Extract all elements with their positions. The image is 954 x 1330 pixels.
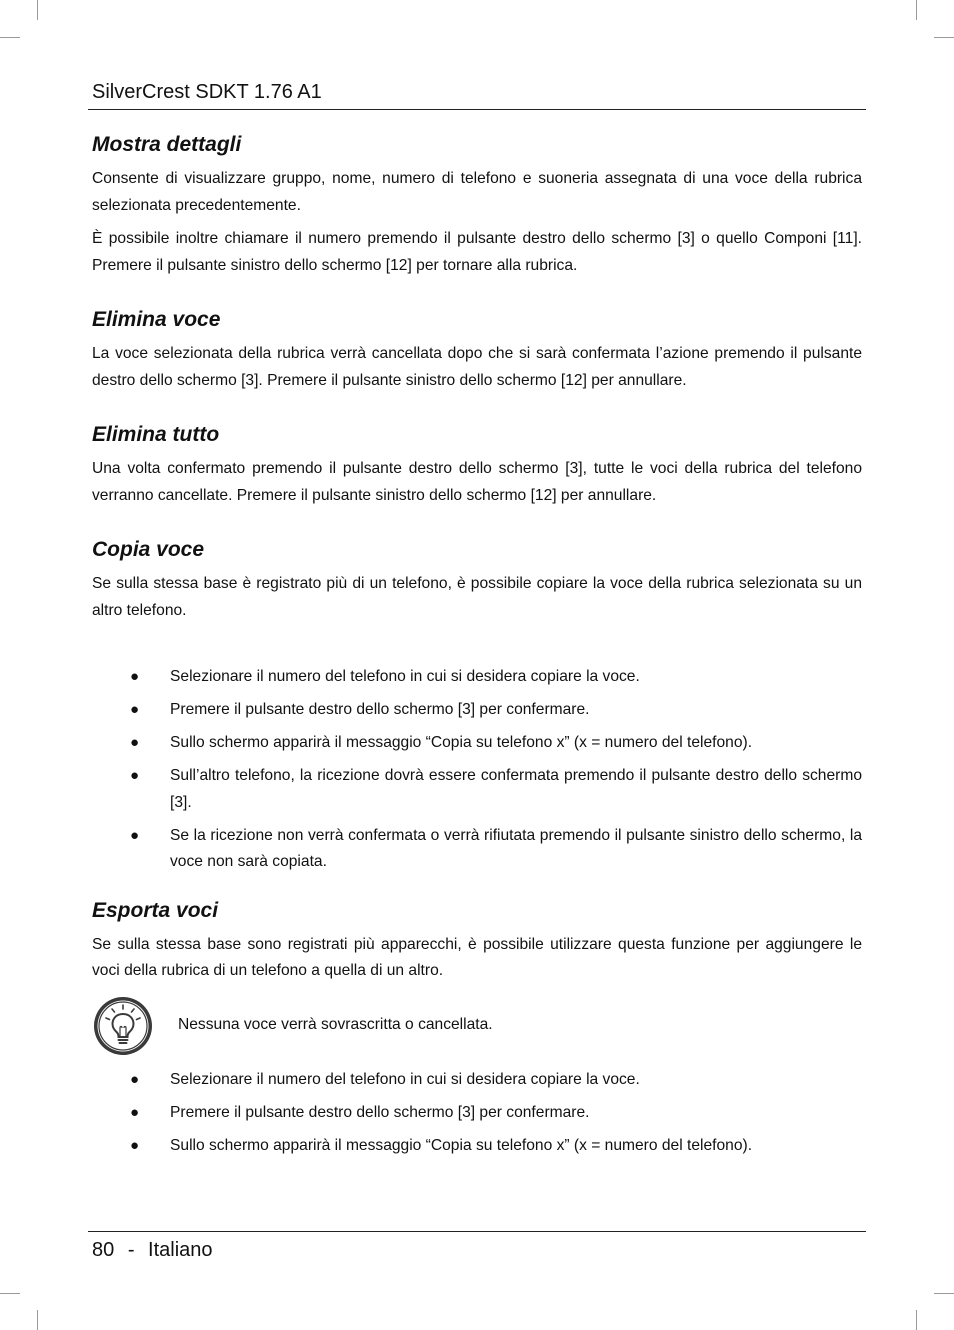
list-item [92, 823, 862, 876]
bullet-icon: ● [130, 701, 140, 718]
list-item-text: Selezionare il numero del telefono in cui si desidera copiare la voce. [170, 668, 640, 685]
bullet-icon: ● [130, 826, 140, 844]
header-rule [88, 109, 866, 110]
section-elimina-voce [92, 303, 862, 394]
list-item-text: Se la ricezione non verrà confermata o verrà rifiutata premendo il pulsante sinistro dello schermo, la voce non sarà copiata. [170, 826, 862, 870]
paragraph: Consente di visualizzare gruppo, nome, numero di telefono e suoneria assegnata di una voce della rubrica selezionata precedentemente. [92, 170, 862, 214]
paragraph: Se sulla stessa base è registrato più di un telefono, è possibile copiare la voce della rubrica selezionata su un altro telefono. [92, 575, 862, 619]
crop-mark [37, 0, 38, 20]
list-item [92, 1133, 862, 1160]
bullet-list [92, 1067, 862, 1160]
crop-mark [0, 37, 20, 38]
paragraph: Una volta confermato premendo il pulsante destro dello schermo [3], tutte le voci della rubrica del telefono verranno cancellate. Premere il pulsante sinistro dello schermo [12] per annullare. [92, 460, 862, 504]
list-item-text: Premere il pulsante destro dello schermo [3] per confermare. [170, 701, 590, 718]
section-copia-voce [92, 533, 862, 876]
page-footer [92, 1236, 213, 1264]
section-heading: Copia voce [92, 538, 205, 561]
footer-rule [88, 1231, 866, 1232]
crop-mark [916, 1310, 917, 1330]
bullet-icon: ● [130, 1070, 140, 1088]
list-item [92, 1067, 862, 1094]
footer-separator: - [127, 1239, 135, 1261]
crop-mark [934, 1293, 954, 1294]
list-item-text: Selezionare il numero del telefono in cui si desidera copiare la voce. [170, 1070, 640, 1088]
tip-note [92, 993, 862, 1059]
page-header [92, 78, 866, 106]
list-item-text: Sullo schermo apparirà il messaggio “Copia su telefono x” (x = numero del telefono). [170, 1136, 753, 1154]
tip-text: Nessuna voce verrà sovrascritta o cancellata. [178, 1016, 493, 1034]
lightbulb-icon [92, 995, 154, 1057]
crop-mark [37, 1310, 38, 1330]
page-number: 80 [92, 1239, 115, 1261]
bullet-list [92, 664, 862, 876]
paragraph: La voce selezionata della rubrica verrà cancellata dopo che si sarà confermata l’azione premendo il pulsante destro dello schermo [3]. Premere il pulsante sinistro dello schermo [12] per annullare. [92, 345, 862, 389]
list-item [92, 1100, 862, 1127]
list-item-text: Premere il pulsante destro dello schermo [3] per confermare. [170, 1103, 590, 1121]
section-heading: Elimina tutto [92, 423, 220, 446]
crop-mark [934, 37, 954, 38]
list-item [92, 664, 862, 691]
list-item [92, 730, 862, 757]
section-mostra-dettagli [92, 128, 862, 279]
bullet-icon: ● [130, 767, 140, 784]
bullet-icon: ● [130, 1136, 140, 1154]
page-content [92, 128, 862, 1166]
section-elimina-tutto [92, 418, 862, 509]
list-item [92, 697, 862, 724]
bullet-icon: ● [130, 734, 140, 751]
bullet-icon: ● [130, 1103, 140, 1121]
section-heading: Elimina voce [92, 308, 221, 331]
bullet-icon: ● [130, 668, 140, 685]
paragraph: Se sulla stessa base sono registrati più apparecchi, è possibile utilizzare questa funzione per aggiungere le voci della rubrica di un telefono a quella di un altro. [92, 935, 862, 979]
list-item-text: Sull’altro telefono, la ricezione dovrà essere confermata premendo il pulsante destro dello schermo [3]. [170, 767, 862, 811]
list-item [92, 763, 862, 816]
crop-mark [0, 1293, 20, 1294]
crop-mark [916, 0, 917, 20]
section-heading: Esporta voci [92, 898, 219, 922]
section-heading: Mostra dettagli [92, 133, 242, 156]
header-title: SilverCrest SDKT 1.76 A1 [92, 81, 322, 103]
list-item-text: Sullo schermo apparirà il messaggio “Copia su telefono x” (x = numero del telefono). [170, 734, 753, 751]
footer-language: Italiano [148, 1239, 213, 1261]
section-esporta-voci [92, 894, 862, 1160]
paragraph: È possibile inoltre chiamare il numero premendo il pulsante destro dello schermo [3] o quello Componi [11]. Premere il pulsante sinistro dello schermo [12] per tornare alla rubrica. [92, 230, 862, 274]
